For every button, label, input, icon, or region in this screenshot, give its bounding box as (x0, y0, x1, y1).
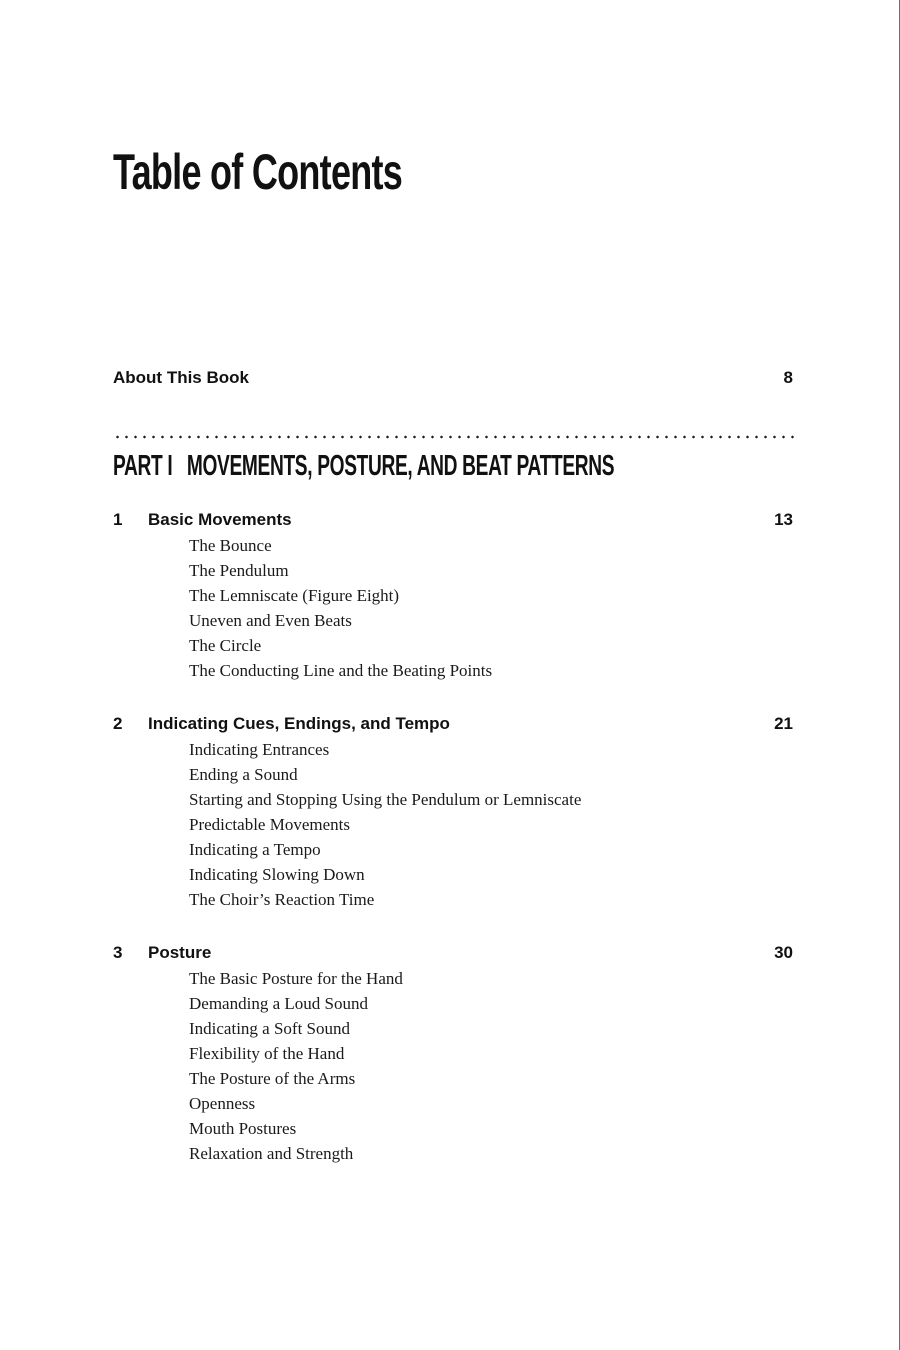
chapter-title: Indicating Cues, Endings, and Tempo (148, 714, 450, 733)
section-item[interactable]: Relaxation and Strength (189, 1144, 354, 1163)
part-title: MOVEMENTS, POSTURE, AND BEAT PATTERNS (186, 450, 615, 482)
section-item[interactable]: The Posture of the Arms (189, 1069, 356, 1088)
toc-entry-label: About This Book (113, 368, 249, 387)
section-item[interactable]: The Conducting Line and the Beating Points (189, 661, 493, 680)
chapter-title: Posture (148, 943, 212, 962)
chapter-entry (113, 507, 793, 683)
toc-entry-page-number: 8 (783, 368, 793, 387)
section-item[interactable]: The Pendulum (189, 561, 289, 580)
section-item[interactable]: Starting and Stopping Using the Pendulum or Lemniscate (189, 790, 582, 809)
section-item[interactable]: The Circle (189, 636, 262, 655)
section-item[interactable]: Indicating a Tempo (189, 840, 321, 859)
section-item[interactable]: Openness (189, 1094, 256, 1113)
chapter-heading-row[interactable] (113, 711, 793, 737)
chapter-number: 2 (113, 714, 123, 733)
section-item[interactable]: Uneven and Even Beats (189, 611, 352, 630)
section-item[interactable]: Indicating Entrances (189, 740, 330, 759)
chapter-entry (113, 711, 793, 912)
section-item[interactable]: Indicating Slowing Down (189, 865, 365, 884)
chapter-heading-row[interactable] (113, 940, 793, 966)
section-item[interactable]: Ending a Sound (189, 765, 298, 784)
chapter-page-number: 21 (774, 714, 793, 733)
part-label: PART I (113, 450, 173, 482)
section-item[interactable]: Demanding a Loud Sound (189, 994, 368, 1013)
chapter-heading-row[interactable] (113, 507, 793, 533)
chapter-entry (113, 940, 793, 1166)
part-heading (113, 449, 614, 483)
toc-entry-about[interactable] (113, 366, 793, 390)
section-item[interactable]: Flexibility of the Hand (189, 1044, 345, 1063)
section-list (113, 966, 793, 1166)
section-list (113, 533, 793, 683)
chapter-number: 1 (113, 510, 123, 529)
chapter-number: 3 (113, 943, 123, 962)
section-item[interactable]: Predictable Movements (189, 815, 350, 834)
section-item[interactable]: Mouth Postures (189, 1119, 297, 1138)
chapter-page-number: 13 (774, 510, 793, 529)
section-item[interactable]: The Basic Posture for the Hand (189, 969, 403, 988)
section-item[interactable]: The Lemniscate (Figure Eight) (189, 586, 400, 605)
chapter-title: Basic Movements (148, 510, 292, 529)
section-list (113, 737, 793, 912)
section-item[interactable]: The Choir’s Reaction Time (189, 890, 375, 909)
dotted-divider (113, 435, 797, 439)
section-item[interactable]: Indicating a Soft Sound (189, 1019, 351, 1038)
chapter-page-number: 30 (774, 943, 793, 962)
section-item[interactable]: The Bounce (189, 536, 272, 555)
page-title: Table of Contents (113, 144, 403, 200)
